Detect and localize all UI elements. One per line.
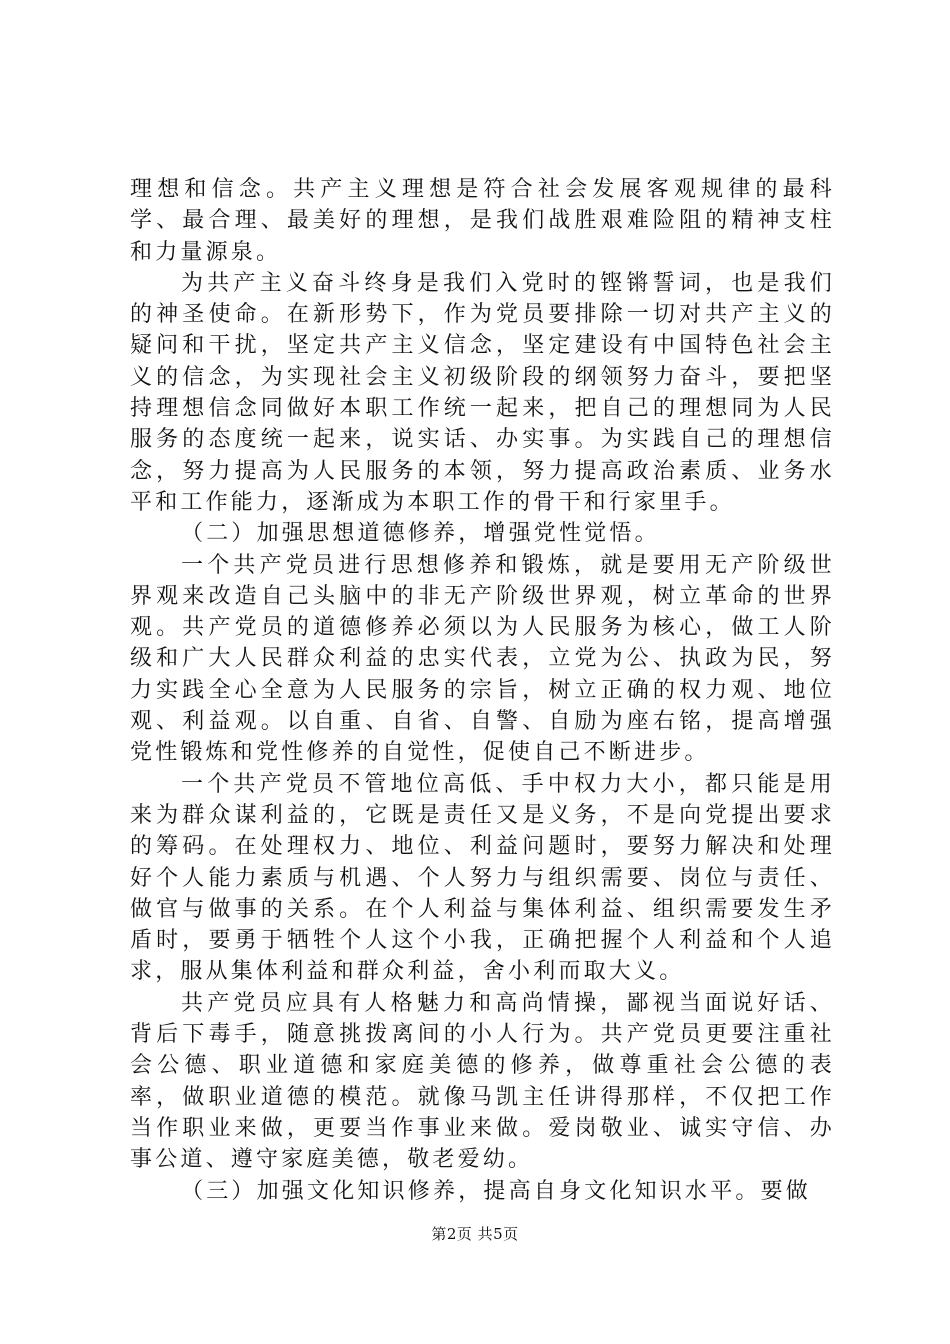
- section-heading-2: （二）加强思想道德修养，增强党性觉悟。: [181, 521, 660, 547]
- paragraph-1: 理想和信念。共产主义理想是符合社会发展客观规律的最科学、最合理、最美好的理想，是我们战胜艰难险阻的精神支柱和力量源泉。: [130, 177, 835, 265]
- section-heading-3: （三）加强文化知识修养，提高自身文化知识水平。要做: [181, 1178, 812, 1204]
- paragraph-2: 为共产主义奋斗终身是我们入党时的铿锵誓词，也是我们的神圣使命。在新形势下，作为党员要排除一切对共产主义的疑问和干扰，坚定共产主义信念，坚定建设有中国特色社会主义的信念，为实现社会主义初级阶段的纲领努力奋斗，要把坚持理想信念同做好本职工作统一起来，把自己的理想同为人民服务的态度统一起来，说实话、办实事。为实践自己的理想信念，努力提高为人民服务的本领，努力提高政治素质、业务水平和工作能力，逐渐成为本职工作的骨干和行家里手。: [130, 270, 835, 515]
- paragraph-5: 共产党员应具有人格魅力和高尚情操，鄙视当面说好话、背后下毒手，随意挑拨离间的小人行为。共产党员更要注重社会公德、职业道德和家庭美德的修养，做尊重社会公德的表率，做职业道德的模范。就像马凯主任讲得那样，不仅把工作当作职业来做，更要当作事业来做。爱岗敬业、诚实守信、办事公道、遵守家庭美德，敬老爱幼。: [130, 990, 835, 1173]
- page-number-footer: 第2页 共5页: [431, 1225, 519, 1243]
- paragraph-3: 一个共产党员进行思想修养和锻炼，就是要用无产阶级世界观来改造自己头脑中的非无产阶级世界观，树立革命的世界观。共产党员的道德修养必须以为人民服务为核心，做工人阶级和广大人民群众利益的忠实代表，立党为公、执政为民，努力实践全心全意为人民服务的宗旨，树立正确的权力观、地位观、利益观。以自重、自省、自警、自励为座右铭，提高增强党性锻炼和党性修养的自觉性，促使自己不断进步。: [130, 552, 835, 766]
- document-body: [130, 174, 835, 1207]
- paragraph-4: 一个共产党员不管地位高低、手中权力大小，都只能是用来为群众谋利益的，它既是责任又是义务，不是向党提出要求的筹码。在处理权力、地位、利益问题时，要努力解决和处理好个人能力素质与机遇、个人努力与组织需要、岗位与责任、做官与做事的关系。在个人利益与集体利益、组织需要发生矛盾时，要勇于牺牲个人这个小我，正确把握个人利益和个人追求，服从集体利益和群众利益，舍小利而取大义。: [130, 771, 835, 985]
